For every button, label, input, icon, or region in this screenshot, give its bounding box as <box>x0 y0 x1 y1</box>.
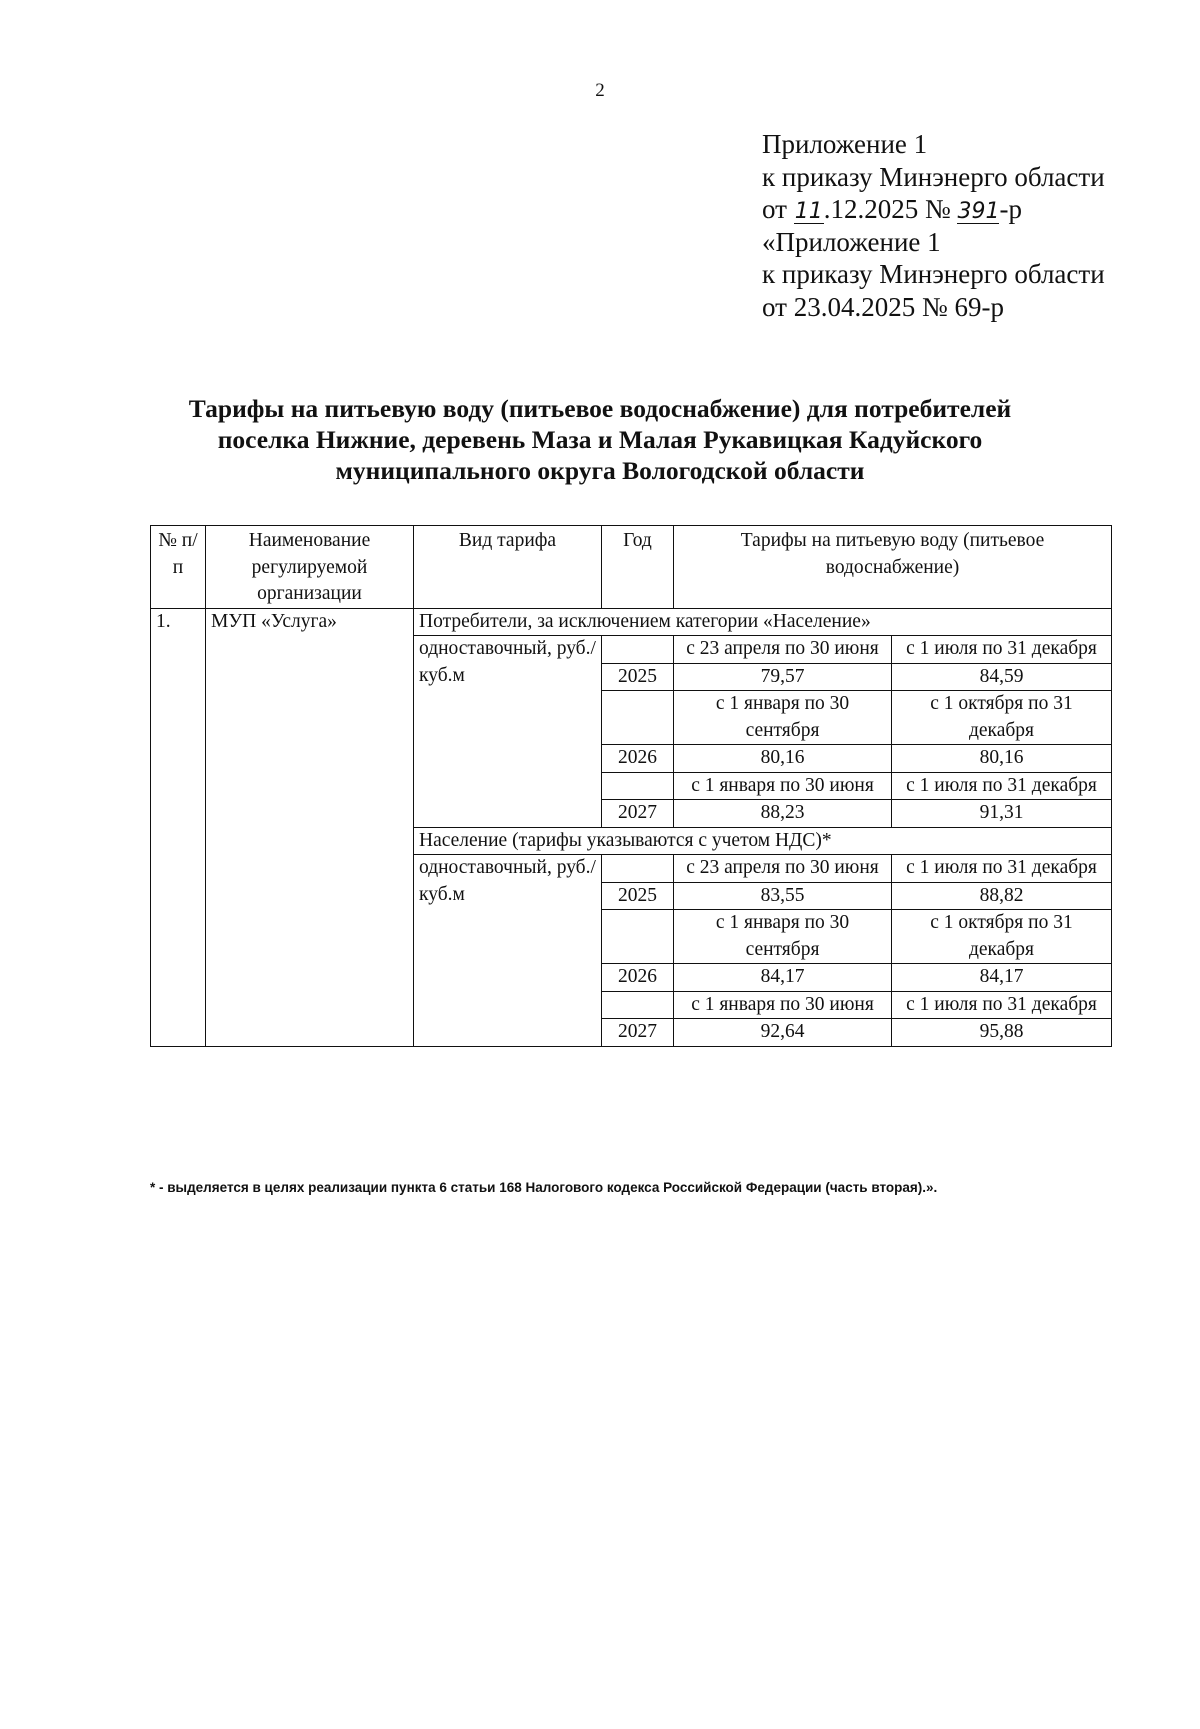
year-empty-cell <box>602 772 674 800</box>
header-year: Год <box>602 526 674 609</box>
appendix-line-5: к приказу Минэнерго области <box>762 259 1105 289</box>
period-2: с 1 июля по 31 декабря <box>892 636 1112 664</box>
appendix-suffix: -р <box>999 194 1022 224</box>
row-number: 1. <box>151 608 206 1046</box>
appendix-line-6: от 23.04.2025 № 69-р <box>762 291 1004 322</box>
appendix-line-2: к приказу Минэнерго области <box>762 161 1105 192</box>
tariff-value: 88,23 <box>674 800 892 828</box>
tariff-value: 79,57 <box>674 663 892 691</box>
title-line-1: Тарифы на питьевую воду (питьевое водоснабжение) для потребителей <box>188 394 1012 423</box>
appendix-line-4: «Приложение 1 <box>762 226 941 257</box>
period-1: с 23 апреля по 30 июня <box>674 855 892 883</box>
header-num: № п/п <box>151 526 206 609</box>
footnote: * - выделяется в целях реализации пункта 6 статьи 168 Налогового кодекса Российской Федерации (часть вторая).». <box>150 1180 938 1195</box>
year-cell: 2027 <box>602 1019 674 1047</box>
header-org: Наименование регулируемой организации <box>206 526 414 609</box>
period-2: с 1 октября по 31 декабря <box>892 691 1112 745</box>
table-header-row <box>151 526 1112 609</box>
header-kind: Вид тарифа <box>414 526 602 609</box>
tariff-value: 95,88 <box>892 1019 1112 1047</box>
title-line-3: муниципального округа Вологодской области <box>335 456 865 485</box>
tariff-value: 84,17 <box>892 964 1112 992</box>
tariff-value: 80,16 <box>892 745 1112 773</box>
period-2: с 1 июля по 31 декабря <box>892 772 1112 800</box>
category-label: Потребители, за исключением категории «Население» <box>414 608 1112 636</box>
tariff-value: 88,82 <box>892 882 1112 910</box>
year-cell: 2026 <box>602 964 674 992</box>
handwritten-order-number: 391 <box>957 199 1000 224</box>
tariff-table <box>150 525 1112 1047</box>
period-1: с 1 января по 30 сентября <box>674 691 892 745</box>
tariff-value: 83,55 <box>674 882 892 910</box>
year-cell: 2027 <box>602 800 674 828</box>
title-line-2: поселка Нижние, деревень Маза и Малая Рукавицкая Кадуйского <box>217 425 983 454</box>
category-label: Население (тарифы указываются с учетом НДС)* <box>414 827 1112 855</box>
tariff-kind: одноставочный, руб./куб.м <box>414 855 602 1047</box>
tariff-value: 91,31 <box>892 800 1112 828</box>
page-number: 2 <box>595 80 605 101</box>
period-1: с 1 января по 30 сентября <box>674 910 892 964</box>
year-cell: 2026 <box>602 745 674 773</box>
year-empty-cell <box>602 855 674 883</box>
period-2: с 1 июля по 31 декабря <box>892 855 1112 883</box>
table-row <box>151 608 1112 636</box>
appendix-line-1: Приложение 1 <box>762 129 928 159</box>
document-title <box>0 393 1200 486</box>
period-1: с 1 января по 30 июня <box>674 772 892 800</box>
tariff-kind: одноставочный, руб./куб.м <box>414 636 602 828</box>
tariff-value: 84,17 <box>674 964 892 992</box>
appendix-from: от <box>762 194 787 224</box>
tariff-value: 80,16 <box>674 745 892 773</box>
period-2: с 1 июля по 31 декабря <box>892 991 1112 1019</box>
tariff-value: 84,59 <box>892 663 1112 691</box>
appendix-date: .12.2025 № <box>823 194 951 224</box>
year-cell: 2025 <box>602 882 674 910</box>
year-empty-cell <box>602 910 674 964</box>
year-cell: 2025 <box>602 663 674 691</box>
year-empty-cell <box>602 636 674 664</box>
handwritten-day: 11 <box>794 199 823 224</box>
year-empty-cell <box>602 991 674 1019</box>
appendix-line-3 <box>762 193 1105 226</box>
organization-name: МУП «Услуга» <box>206 608 414 1046</box>
period-1: с 23 апреля по 30 июня <box>674 636 892 664</box>
period-1: с 1 января по 30 июня <box>674 991 892 1019</box>
appendix-block <box>762 128 1105 323</box>
header-tariffs: Тарифы на питьевую воду (питьевое водоснабжение) <box>674 526 1112 609</box>
tariff-value: 92,64 <box>674 1019 892 1047</box>
period-2: с 1 октября по 31 декабря <box>892 910 1112 964</box>
year-empty-cell <box>602 691 674 745</box>
